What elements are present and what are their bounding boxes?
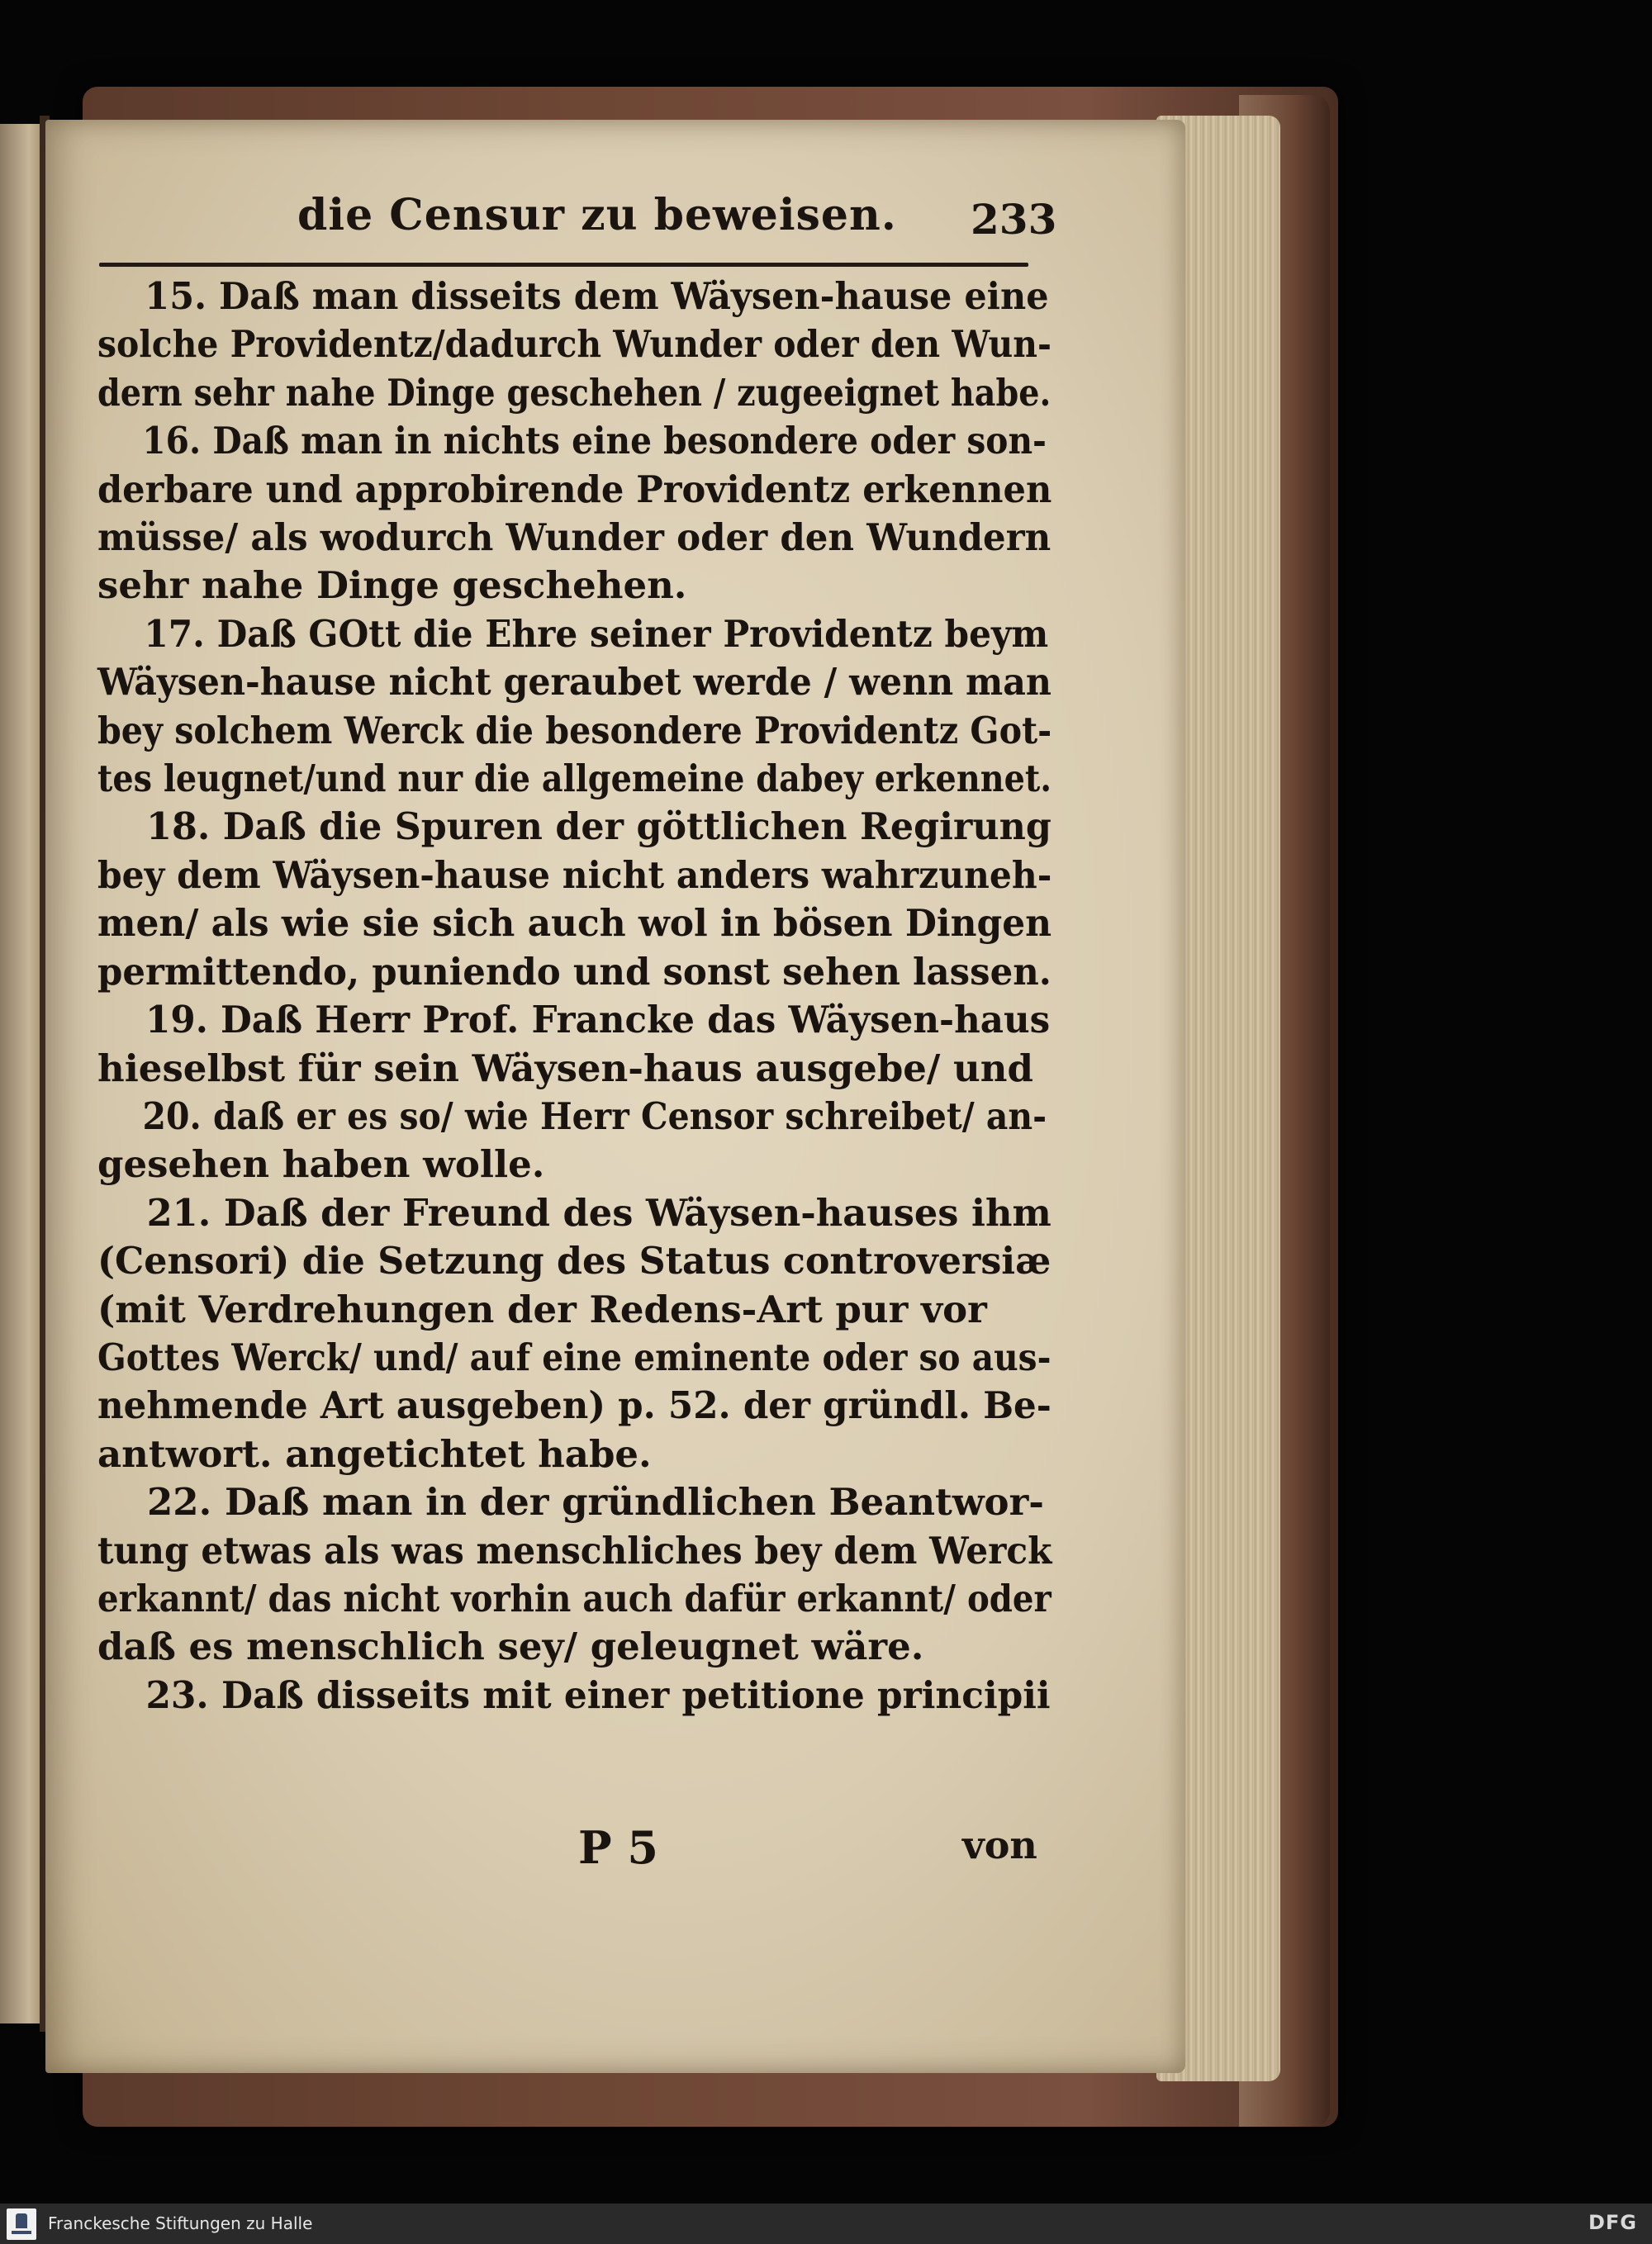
institution-logo-icon: [7, 2208, 36, 2240]
credit-bar: [0, 2204, 1652, 2244]
text-line: daß es menschlich sey/ geleugnet wäre.: [97, 1625, 924, 1669]
text-line: solche Providentz/dadurch Wunder oder den Wun-: [97, 322, 1051, 367]
text-line: 22. Daß man in der gründlichen Beantwor-: [147, 1480, 1044, 1525]
text-line: sehr nahe Dinge geschehen.: [97, 563, 687, 608]
text-line: 15. Daß man disseits dem Wäysen-hause eine: [145, 274, 1049, 318]
text-line: permittendo, puniendo und sonst sehen lassen.: [97, 949, 1051, 994]
text-line: bey solchem Werck die besondere Providentz Got-: [97, 708, 1052, 752]
text-line: erkannt/ das nicht vorhin auch dafür erkannt/ oder: [97, 1576, 1051, 1620]
page-number: 233: [971, 195, 1057, 244]
catchword: von: [962, 1823, 1037, 1867]
page-body: [97, 273, 1051, 1720]
text-line: bey dem Wäysen-hause nicht anders wahrzuneh-: [97, 852, 1052, 897]
text-line: 21. Daß der Freund des Wäysen-hauses ihm: [146, 1190, 1051, 1235]
header-rule: [99, 263, 1028, 267]
signature-mark: P 5: [578, 1821, 658, 1874]
text-line: (mit Verdrehungen der Redens-Art pur vor: [97, 1287, 987, 1331]
text-line: 23. Daß disseits mit einer petitione principii: [145, 1672, 1051, 1717]
text-line: gesehen haben wolle.: [97, 1142, 545, 1187]
text-line: men/ als wie sie sich auch wol in bösen Dingen: [97, 901, 1052, 946]
text-line: 18. Daß die Spuren der göttlichen Regirung: [146, 804, 1051, 849]
text-line: 19. Daß Herr Prof. Francke das Wäysen-haus: [145, 998, 1051, 1042]
text-line: tung etwas als was menschliches bey dem Werck: [97, 1528, 1052, 1573]
text-line: hieselbst für sein Wäysen-haus ausgebe/ und: [97, 1046, 1033, 1090]
text-line: (Censori) die Setzung des Status controversiæ: [97, 1239, 1051, 1283]
text-line: 16. Daß man in nichts eine besondere oder son-: [142, 419, 1047, 463]
text-line: derbare und approbirende Providentz erkennen: [97, 467, 1052, 511]
text-line: tes leugnet/und nur die allgemeine dabey erkennet.: [97, 757, 1052, 801]
text-line: Gottes Werck/ und/ auf eine eminente oder so aus-: [97, 1335, 1051, 1379]
left-facing-page: [0, 124, 41, 2023]
text-line: Wäysen-hause nicht geraubet werde / wenn man: [97, 660, 1051, 705]
text-line: dern sehr nahe Dinge geschehen / zugeeignet habe.: [97, 370, 1051, 415]
page-footer: [578, 1821, 1074, 1887]
text-line: 20. daß er es so/ wie Herr Censor schreibet/ an-: [142, 1094, 1047, 1138]
funder-logo: DFG: [1588, 2211, 1637, 2234]
text-line: nehmende Art ausgeben) p. 52. der gründl. Be-: [97, 1383, 1051, 1428]
text-line: 17. Daß GOtt die Ehre seiner Providentz beym: [144, 611, 1049, 656]
page-header: [297, 190, 1057, 256]
text-line: antwort. angetichtet habe.: [97, 1431, 652, 1476]
text-line: müsse/ als wodurch Wunder oder den Wundern: [97, 515, 1051, 560]
institution-credit: Franckesche Stiftungen zu Halle: [48, 2213, 313, 2233]
running-head: die Censur zu beweisen.: [297, 190, 897, 240]
